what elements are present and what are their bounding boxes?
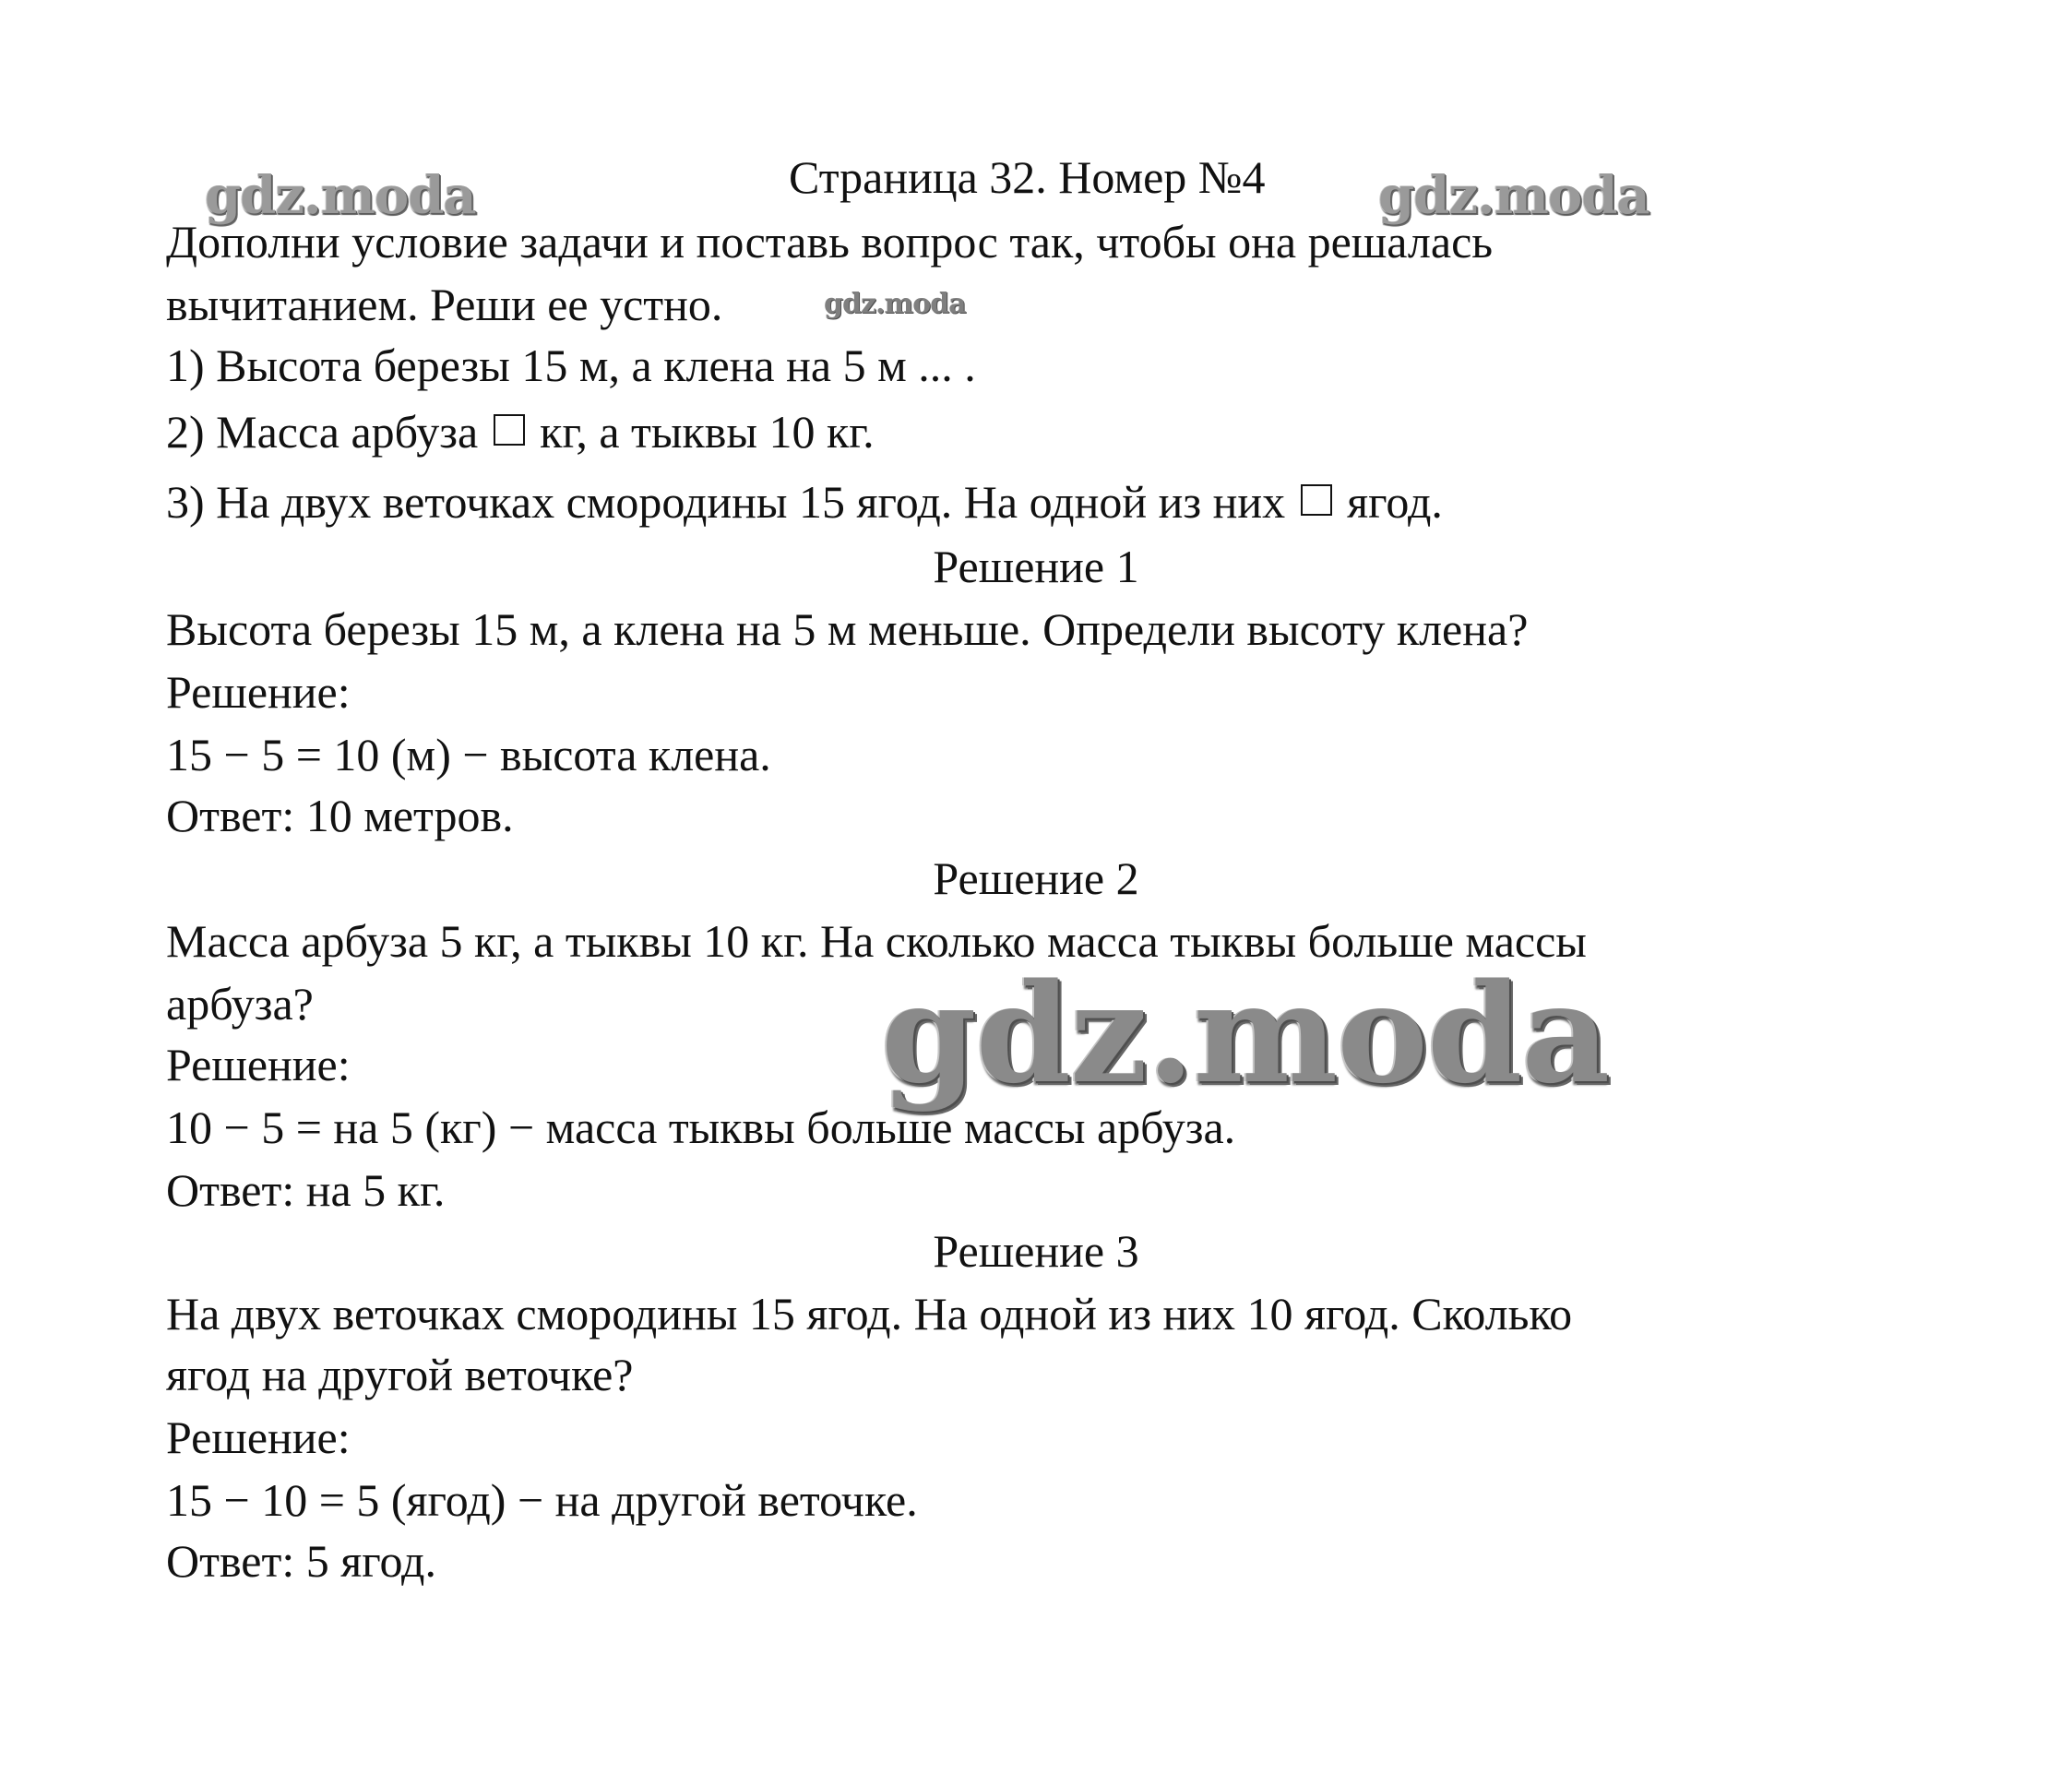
solution-3-condition-line-2: ягод на другой веточке? bbox=[166, 1349, 634, 1400]
solution-3-answer: Ответ: 5 ягод. bbox=[166, 1535, 436, 1587]
solution-3-calc: 15 − 10 = 5 (ягод) − на другой веточке. bbox=[166, 1474, 918, 1526]
task-item-3 bbox=[166, 472, 1443, 531]
solution-1-answer: Ответ: 10 метров. bbox=[166, 790, 514, 841]
page-title: Страница 32. Номер №4 bbox=[789, 151, 1266, 203]
watermark-top-left: gdz.moda bbox=[205, 165, 476, 226]
solution-2-calc: 10 − 5 = на 5 (кг) − масса тыквы больше массы арбуза. bbox=[166, 1101, 1236, 1153]
solution-heading-2: Решение 2 bbox=[933, 852, 1139, 904]
solution-2-label: Решение: bbox=[166, 1039, 351, 1090]
solution-2-condition-line-1: Масса арбуза 5 кг, а тыквы 10 кг. На сколько масса тыквы больше массы bbox=[166, 915, 1587, 967]
watermark-center: gdz.moda bbox=[881, 953, 1610, 1113]
solution-heading-1: Решение 1 bbox=[933, 541, 1139, 592]
empty-box-icon bbox=[494, 414, 525, 446]
solution-1-condition: Высота березы 15 м, а клена на 5 м меньше. Определи высоту клена? bbox=[166, 603, 1529, 655]
solution-3-label: Решение: bbox=[166, 1411, 351, 1463]
task-item-2-before: 2) Масса арбуза bbox=[166, 406, 479, 458]
watermark-inline: gdz.moda bbox=[824, 288, 966, 320]
task-item-2 bbox=[166, 402, 875, 461]
task-item-1: 1) Высота березы 15 м, а клена на 5 м ... . bbox=[166, 339, 976, 391]
watermark-top-right: gdz.moda bbox=[1378, 165, 1649, 226]
solution-2-answer: Ответ: на 5 кг. bbox=[166, 1164, 446, 1216]
empty-box-icon bbox=[1301, 484, 1332, 516]
solution-2-condition-line-2: арбуза? bbox=[166, 978, 314, 1030]
task-item-3-after: ягод. bbox=[1347, 476, 1443, 528]
solution-heading-3: Решение 3 bbox=[933, 1225, 1139, 1277]
task-intro-line-1: Дополни условие задачи и поставь вопрос так, чтобы она решалась bbox=[166, 216, 1494, 268]
solution-1-label: Решение: bbox=[166, 666, 351, 718]
solution-1-calc: 15 − 5 = 10 (м) − высота клена. bbox=[166, 729, 771, 780]
solution-3-condition-line-1: На двух веточках смородины 15 ягод. На одной из них 10 ягод. Сколько bbox=[166, 1288, 1573, 1340]
task-item-3-before: 3) На двух веточках смородины 15 ягод. На одной из них bbox=[166, 476, 1286, 528]
task-item-2-after: кг, а тыквы 10 кг. bbox=[540, 406, 875, 458]
task-intro-line-2: вычитанием. Реши ее устно. bbox=[166, 279, 723, 330]
